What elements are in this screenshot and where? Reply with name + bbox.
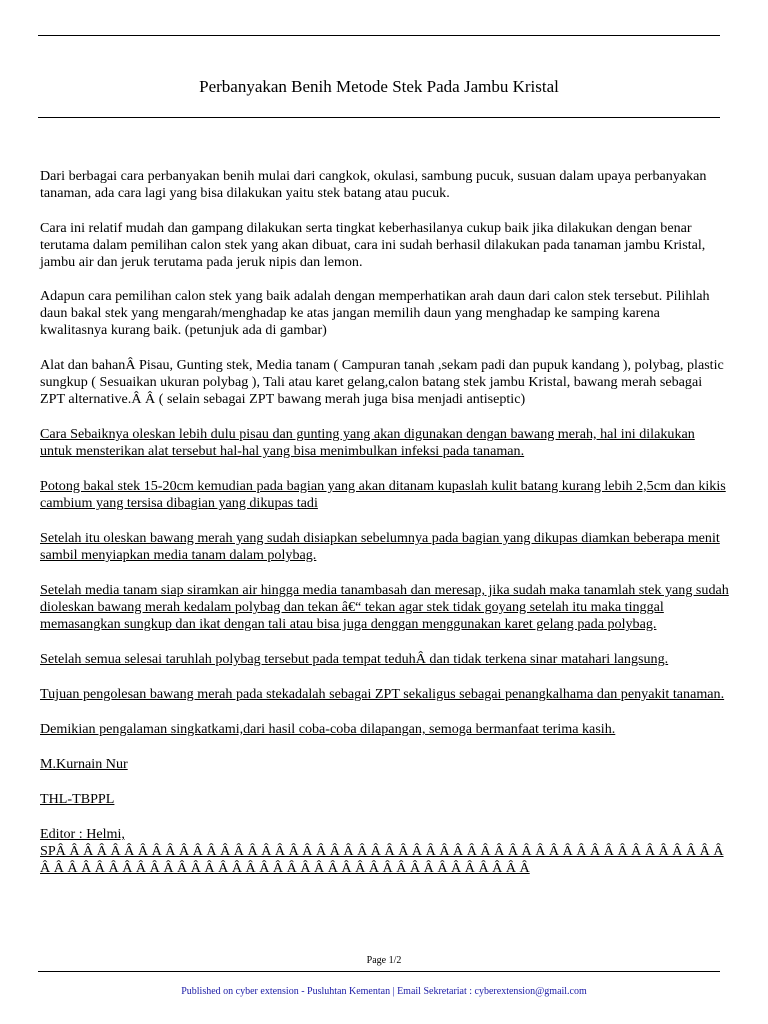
paragraph-step-apply: Setelah itu oleskan bawang merah yang sudah disiapkan sebelumnya pada bagian yang dikupas diamkan beberapa menit sambil menyiapkan media tanam dalam polybag. [40, 530, 720, 563]
paragraph-method: Cara ini relatif mudah dan gampang dilakukan serta tingkat keberhasilanya cukup baik jika dilakukan dengan benar terutama dalam pemilihan calon stek yang akan dibuat, cara ini sudah berhasil dilakukan pada tanaman jambu Kristal, jambu air dan jeruk terutama pada jeruk nipis dan lemon. [40, 220, 706, 270]
title-rule [38, 117, 720, 118]
editor-title: SPÂ Â Â Â Â Â Â Â Â Â Â Â Â Â Â Â Â Â Â Â Â Â Â Â Â Â Â Â Â Â Â Â Â Â Â Â Â Â Â Â Â Â Â Â Â Â Â Â Â Â Â Â Â Â Â Â Â Â Â Â Â Â Â Â Â Â Â Â Â Â Â Â Â Â Â Â Â Â Â Â Â Â Â Â Â [40, 843, 724, 876]
paragraph-closing: Demikian pengalaman singkatkami,dari hasil coba-coba dilapangan, semoga bermanfaat terima kasih. [40, 721, 616, 737]
footer-text: Published on cyber extension - Pusluhtan Kementan | Email Sekretariat : cyberextension@gmail.com [181, 986, 587, 997]
editor-line: Editor : Helmi, [40, 826, 125, 842]
paragraph-step-shade: Setelah semua selesai taruhlah polybag tersebut pada tempat teduhÂ dan tidak terkena sinar matahari langsung. [40, 651, 669, 667]
paragraph-step-sterilize: Cara Sebaiknya oleskan lebih dulu pisau dan gunting yang akan digunakan dengan bawang merah, hal ini dilakukan untuk mensterikan alat tersebut hal-hal yang bisa menimbulkan infeksi pada tanaman. [40, 426, 695, 459]
footer-rule [38, 971, 720, 972]
paragraph-step-cut: Potong bakal stek 15-20cm kemudian pada bagian yang akan ditanam kupaslah kulit batang kurang lebih 2,5cm dan kikis cambium yang tersisa dibagian yang dikupas tadi [40, 478, 726, 511]
page-title: Perbanyakan Benih Metode Stek Pada Jambu Kristal [199, 77, 559, 96]
page-number: Page 1/2 [366, 955, 402, 966]
author-name: M.Kurnain Nur [40, 756, 128, 772]
paragraph-selection: Adapun cara pemilihan calon stek yang baik adalah dengan memperhatikan arah daun dari calon stek tersebut. Pilihlah daun bakal stek yang mengarah/menghadap ke atas jangan memilih daun yang menghadap ke samping karena kwalitasnya kurang baik. (petunjuk ada di gambar) [40, 288, 710, 338]
paragraph-step-plant: Setelah media tanam siap siramkan air hingga media tanambasah dan meresap, jika sudah maka tanamlah stek yang sudah dioleskan bawang merah kedalam polybag dan tekan â€“ tekan agar stek tidak goyang setelah itu maka tinggal memasangkan sungkup dan ikat dengan tali atau bisa juga denggan menggunakan karet gelang pada polybag. [40, 582, 729, 632]
paragraph-tools: Alat dan bahanÂ Pisau, Gunting stek, Media tanam ( Campuran tanah ,sekam padi dan pupuk kandang ), polybag, plastic sungkup ( Sesuaikan ukuran polybag ), Tali atau karet gelang,calon batang stek jambu Kristal, bawang merah sebagai ZPT alternative.Â Â ( selain sebagai ZPT bawang merah juga bisa menjadi antiseptic) [40, 357, 724, 407]
article-body [40, 168, 730, 877]
top-rule [38, 35, 720, 36]
author-role: THL-TBPPL [40, 791, 115, 807]
paragraph-purpose: Tujuan pengolesan bawang merah pada stekadalah sebagai ZPT sekaligus sebagai penangkalhama dan penyakit tanaman. [40, 686, 725, 702]
paragraph-intro: Dari berbagai cara perbanyakan benih mulai dari cangkok, okulasi, sambung pucuk, susuan dalam upaya perbanyakan tanaman, ada cara lagi yang bisa dilakukan yaitu stek batang atau pucuk. [40, 168, 707, 201]
